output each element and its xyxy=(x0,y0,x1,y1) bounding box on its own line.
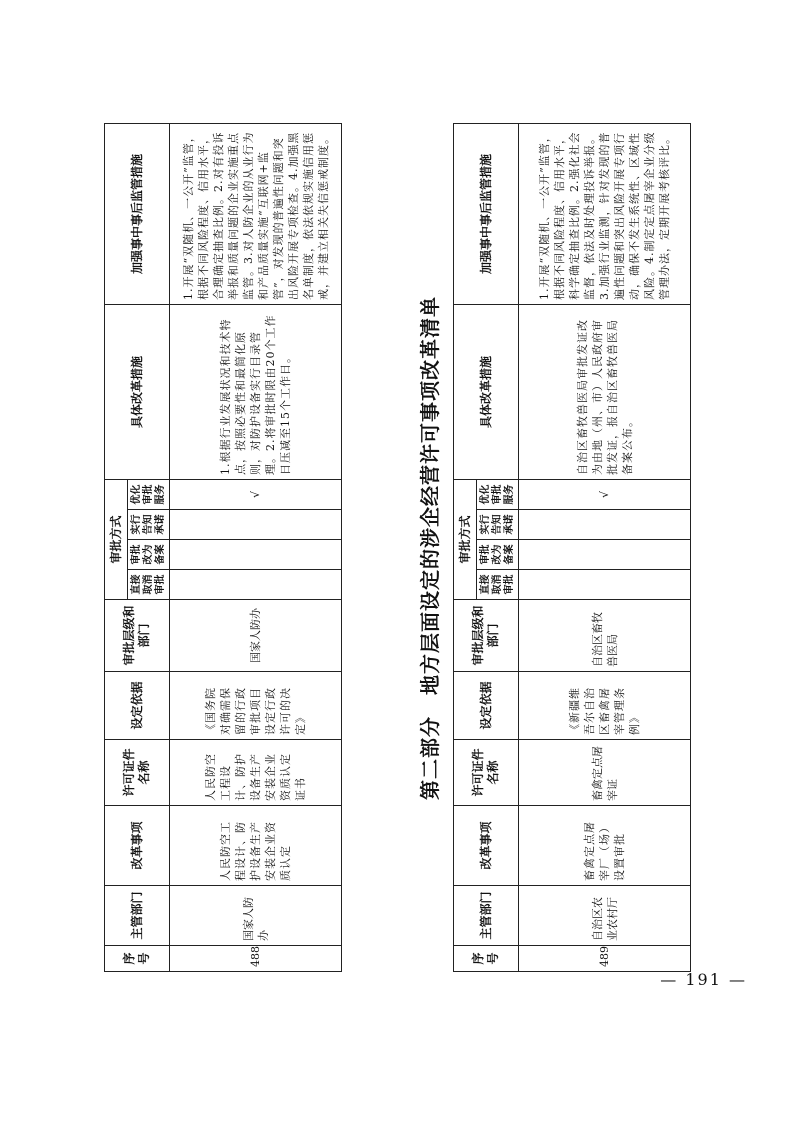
cell-m4-check: √ xyxy=(519,479,691,509)
header-license: 许可证件名称 xyxy=(454,740,519,806)
cell-seq: 489 xyxy=(519,946,691,972)
cell-m3 xyxy=(170,510,342,540)
cell-item: 畜禽定点屠宰厂（场）设置审批 xyxy=(519,806,691,886)
header-m2: 审批改为备案 xyxy=(128,540,170,570)
cell-basis: 《新疆维吾尔自治区畜禽屠宰管理条例》 xyxy=(519,672,691,740)
header-m2: 审批改为备案 xyxy=(477,540,519,570)
header-supervision: 加强事中事后监管措施 xyxy=(454,123,519,304)
header-m3: 实行告知承诺 xyxy=(128,510,170,540)
cell-m2 xyxy=(170,540,342,570)
cell-dept xyxy=(519,886,691,946)
cell-level xyxy=(519,600,691,672)
cell-license: 人民防空工程设计、防护设备生产安装企业资质认定证书 xyxy=(170,740,342,806)
header-m1: 直接取消审批 xyxy=(128,570,170,600)
header-supervision: 加强事中事后监管措施 xyxy=(105,123,170,304)
table-row xyxy=(519,123,691,971)
header-measures: 具体改革措施 xyxy=(105,304,170,479)
header-item: 改革事项 xyxy=(105,806,170,886)
table-header-row xyxy=(454,123,477,971)
header-approval-group: 审批方式 xyxy=(454,479,477,599)
header-dept: 主管部门 xyxy=(105,886,170,946)
cell-license-text: 畜禽定点屠宰证 xyxy=(590,746,619,801)
cell-level-text: 自治区畜牧兽医局 xyxy=(590,612,619,667)
cell-license xyxy=(519,740,691,806)
header-m1: 直接取消审批 xyxy=(477,570,519,600)
cell-m2 xyxy=(519,540,691,570)
header-seq: 序号 xyxy=(454,946,519,972)
header-m4: 优化审批服务 xyxy=(477,479,519,509)
cell-supervision: 1.开展“双随机、一公开”监管，根据不同风险程度、信用水平，科学确定抽查比例。2.强化社会监督，依法及时处理投诉举报。3.加强行业监测，针对发现的普遍性问题和突出风险开展专项行动，确保不发生系统性、区域性风险。4.制定定点屠宰企业分级管理办法，定期开展考核评比。 xyxy=(519,123,691,304)
header-level: 审批层级和部门 xyxy=(105,600,170,672)
cell-level-text: 国家人防办 xyxy=(249,608,262,663)
header-dept: 主管部门 xyxy=(454,886,519,946)
page-number: — 191 — xyxy=(660,970,747,989)
header-level: 审批层级和部门 xyxy=(454,600,519,672)
header-seq: 序号 xyxy=(105,946,170,972)
cell-measures: 自治区畜牧兽医局审批发证改为由地（州、市）人民政府审批发证，报自治区畜牧兽医局备案公布。 xyxy=(519,304,691,479)
header-m3: 实行告知承诺 xyxy=(477,510,519,540)
cell-item: 人民防空工程设计、防护设备生产安装企业资质认定 xyxy=(170,806,342,886)
table-row xyxy=(170,123,342,971)
cell-supervision: 1.开展“双随机、一公开”监管，根据不同风险程度、信用水平，合理确定抽查比例。2.对有投诉举报和质量问题的企业实施重点监管。3.对人防企业的从业行为和产品质量实施“互联网+监管”，对发现的普遍性问题和突出风险开展专项检查。4.加强黑名单制度，依法依规实施信用惩戒，并建立相关失信惩戒制度。 xyxy=(170,123,342,304)
cell-m1 xyxy=(170,570,342,600)
cell-m1 xyxy=(519,570,691,600)
cell-measures: 1.根据行业发展状况和技术特点，按照必要性和最简化原则，对防护设备实行目录管理。2.将审批时限由20个工作日压减至15个工作日。 xyxy=(170,304,342,479)
cell-dept-text: 国家人防办 xyxy=(241,897,270,941)
header-basis: 设定依据 xyxy=(454,672,519,740)
section-heading: 第二部分 地方层面设定的涉企经营许可事项改革清单 xyxy=(418,296,442,800)
cell-m3 xyxy=(519,510,691,540)
reform-table-central xyxy=(104,123,342,972)
cell-seq: 488 xyxy=(170,946,342,972)
header-license: 许可证件名称 xyxy=(105,740,170,806)
cell-level xyxy=(170,600,342,672)
header-basis: 设定依据 xyxy=(105,672,170,740)
cell-m4-check: √ xyxy=(170,479,342,509)
header-approval-group: 审批方式 xyxy=(105,479,128,599)
cell-basis: 《国务院对确需保留的行政审批项目设定行政许可的决定》 xyxy=(170,672,342,740)
table-header-row xyxy=(105,123,128,971)
cell-dept-text: 自治区农业农村厅 xyxy=(590,897,619,941)
header-measures: 具体改革措施 xyxy=(454,304,519,479)
reform-table-local xyxy=(453,123,691,972)
cell-dept xyxy=(170,886,342,946)
header-item: 改革事项 xyxy=(454,806,519,886)
header-m4: 优化审批服务 xyxy=(128,479,170,509)
